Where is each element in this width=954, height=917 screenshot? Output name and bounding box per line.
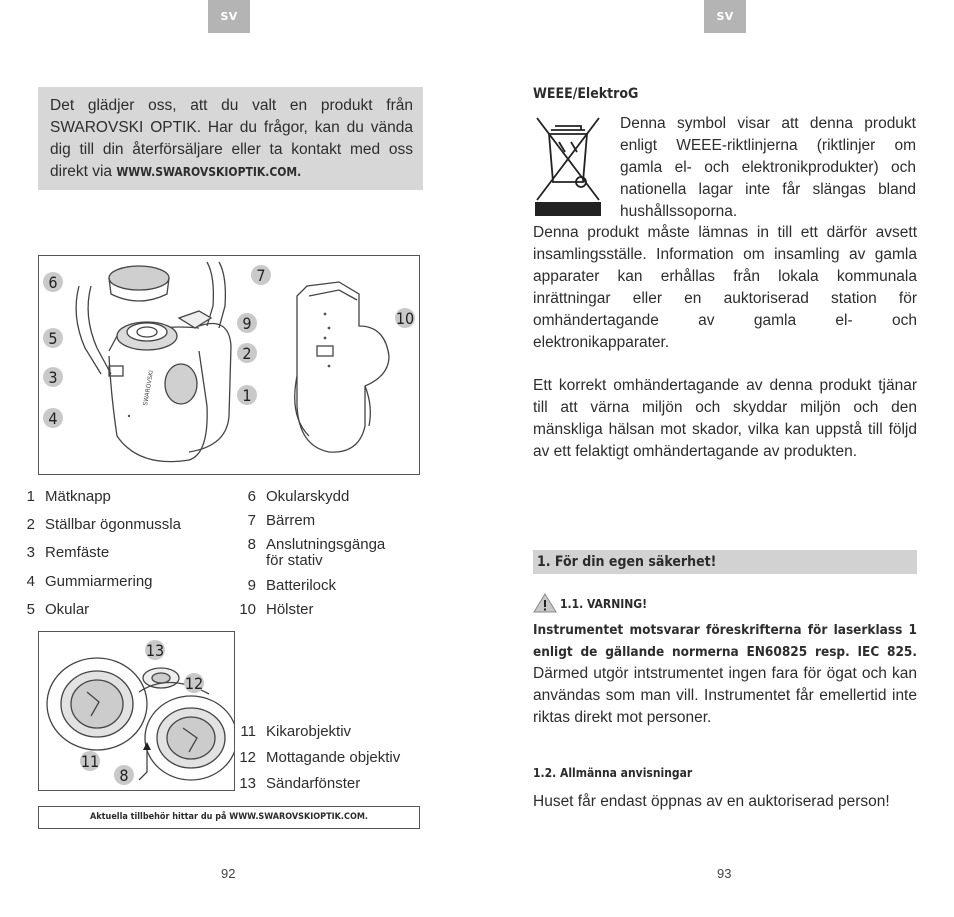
list-item: 6 Okularskydd [247, 488, 350, 505]
warning-paragraph [533, 619, 917, 729]
parts-list [13, 486, 453, 626]
callout-5: 5 [43, 328, 63, 348]
list-item: 10 Hölster [239, 601, 314, 618]
warning-bold-text: Instrumentet motsvarar föreskrifterna för laserklass 1 enligt de gällande normerna EN60825 resp. IEC 825. [533, 622, 917, 660]
list-item: 5 Okular [26, 601, 90, 618]
callout-2: 2 [237, 343, 257, 363]
weee-paragraph-1: Denna produkt måste lämnas in till ett därför avsett insamlingsställe. Information om insamling av gamla apparater kan erhållas från lokala kommunala inrättningar eller en auktoriserad station för omhändertagande av gamla el- och elektronikapparater. [533, 224, 917, 351]
accessory-note: Aktuella tillbehör hittar du på WWW.SWAROVSKIOPTIK.COM. [38, 806, 420, 829]
weee-bin-icon [535, 116, 601, 216]
website-link[interactable]: WWW.SWAROVSKIOPTIK.COM. [116, 165, 302, 179]
right-page [477, 0, 954, 917]
general-heading: 1.2. Allmänna anvisningar [533, 766, 693, 780]
callout-6: 6 [43, 272, 63, 292]
callout-1: 1 [237, 385, 257, 405]
rangefinder-illustration [39, 256, 419, 474]
general-paragraph: Huset får endast öppnas av en auktoriserad person! [533, 793, 890, 810]
objective-view-figure [38, 631, 235, 791]
list-item: 13 Sändarfönster [239, 775, 361, 792]
weee-heading: WEEE/ElektroG [533, 86, 639, 102]
page-number: 92 [221, 866, 236, 881]
callout-7: 7 [251, 265, 271, 285]
callout-11: 11 [80, 751, 100, 771]
weee-paragraph-2: Ett korrekt omhändertagande av denna produkt tjänar till att värna miljön och skyddar miljön och den mänskliga hälsan mot skador, vilka kan uppstå till följd av ett felaktigt omhändertagande av produkten. [533, 377, 917, 460]
product-overview-figure [38, 255, 420, 475]
warning-heading: 1.1. VARNING! [560, 597, 648, 611]
list-item: 3 Remfäste [26, 544, 110, 561]
list-item: 12 Mottagande objektiv [239, 749, 401, 766]
list-item: 1 Mätknapp [26, 488, 111, 505]
weee-side-text: Denna symbol visar att denna produkt enligt WEEE-riktlinjerna (riktlinjer om gamla el- och elektronikprodukter) och nationella lagar inte får slängas bland hushållssoporna. [620, 115, 916, 220]
callout-4: 4 [43, 408, 63, 428]
callout-3: 3 [43, 367, 63, 387]
warning-text: Därmed utgör intstrumentet ingen fara för ögat och kan användas som man vill. Instrumentet får emellertid inte riktas direkt mot personer. [533, 665, 917, 726]
callout-13: 13 [145, 640, 165, 660]
svg-text:SWAROVSKI: SWAROVSKI [142, 369, 156, 407]
list-item: 11 Kikarobjektiv [240, 723, 352, 740]
binocular-front-illustration [39, 632, 234, 790]
callout-12: 12 [184, 673, 204, 693]
language-tab: SV [704, 0, 746, 33]
list-item: 4 Gummiarmering [26, 573, 153, 590]
list-item: 8 Anslutningsgänga för stativ [247, 536, 386, 569]
list-item: 9 Batterilock [247, 577, 337, 594]
welcome-box [38, 87, 423, 190]
page-number: 93 [717, 866, 732, 881]
warning-triangle-icon [533, 593, 557, 613]
callout-10: 10 [395, 308, 415, 328]
callout-8: 8 [114, 765, 134, 785]
list-item: 7 Bärrem [247, 512, 316, 529]
list-item: 2 Ställbar ögonmussla [26, 516, 181, 533]
callout-9: 9 [237, 313, 257, 333]
welcome-text: Det glädjer oss, att du valt en produkt från SWAROVSKI OPTIK. Har du frågor, kan du vända dig till din återförsäljare eller ta kontakt med oss direkt via [50, 97, 413, 180]
objective-parts-list [234, 721, 454, 801]
section-title: 1. För din egen säkerhet! [533, 550, 917, 574]
language-tab: SV [208, 0, 250, 33]
